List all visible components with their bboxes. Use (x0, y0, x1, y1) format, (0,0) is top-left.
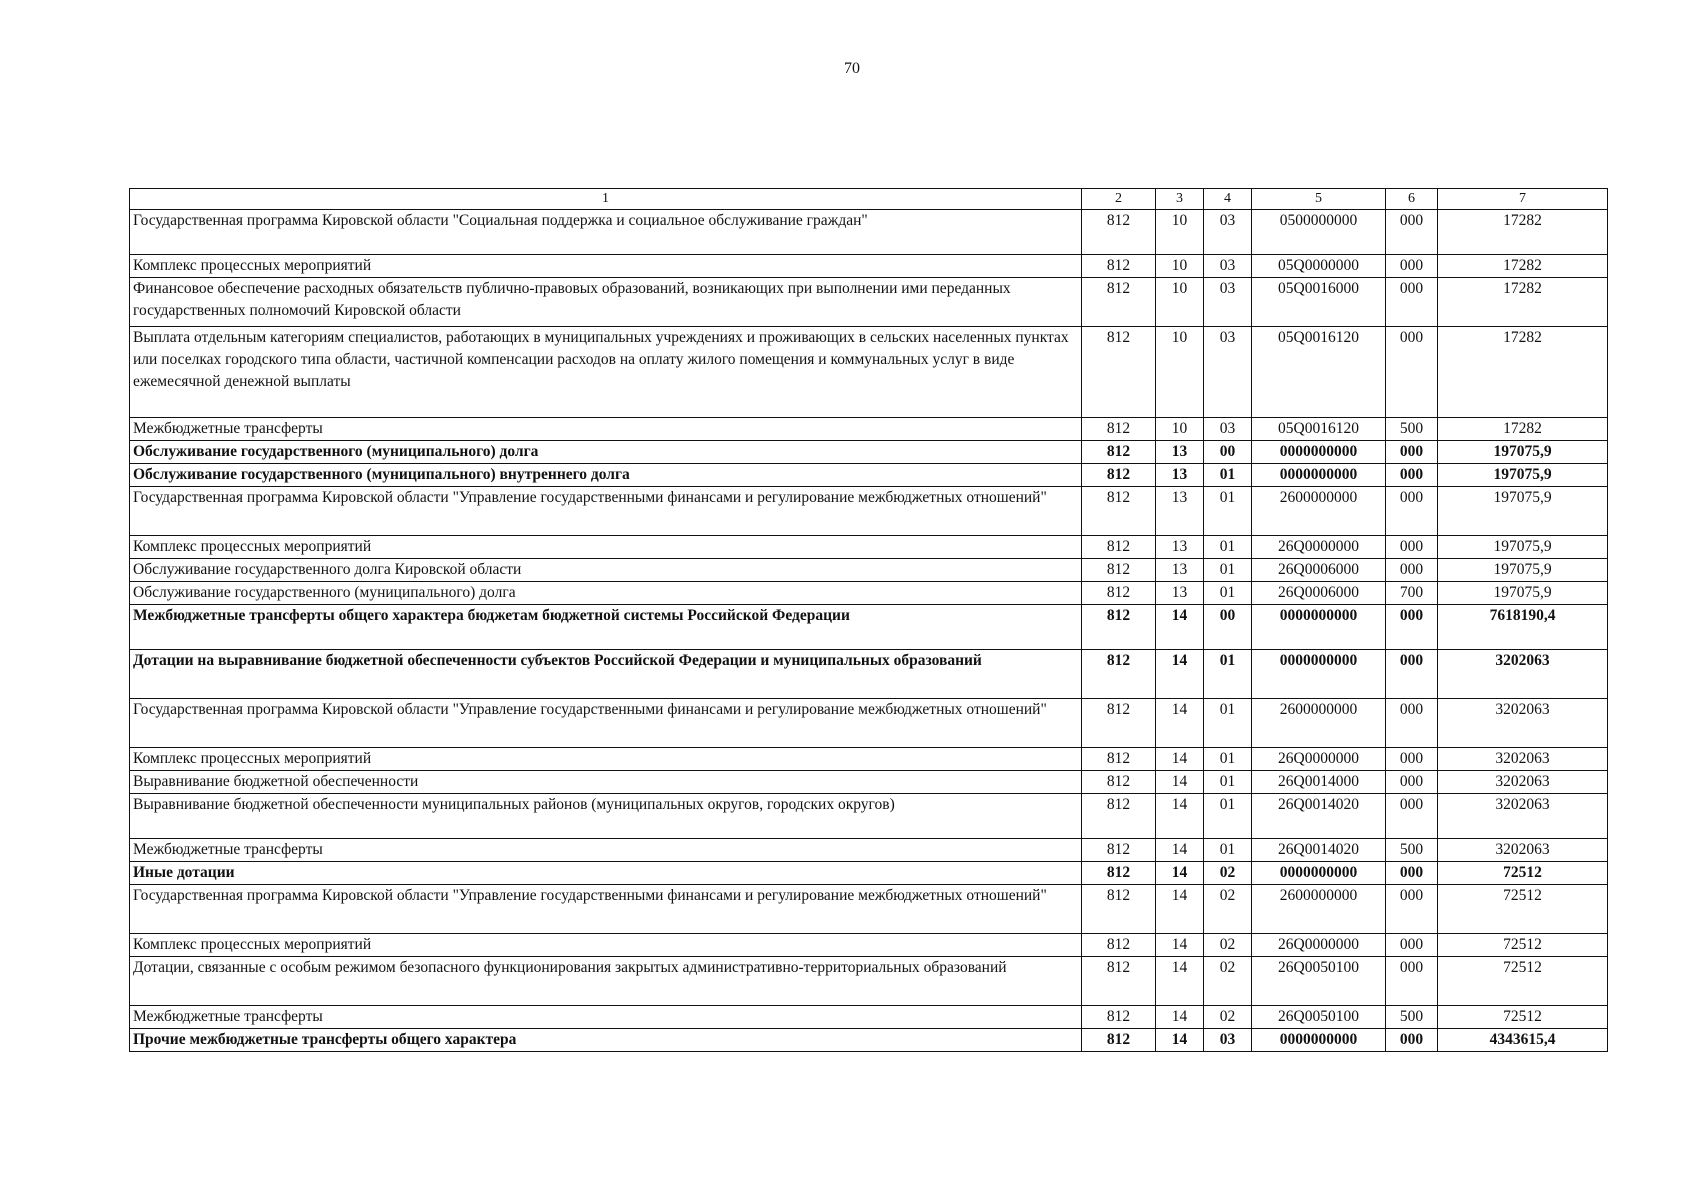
amount-cell: 197075,9 (1438, 536, 1608, 559)
row-name-cell: Межбюджетные трансферты (130, 839, 1082, 862)
ministry-code-cell: 812 (1082, 559, 1156, 582)
row-name-cell: Прочие межбюджетные трансферты общего характера (130, 1029, 1082, 1052)
ministry-code-cell: 812 (1082, 278, 1156, 327)
row-name-cell: Государственная программа Кировской области "Управление государственными финансами и регулирование межбюджетных отношений" (130, 885, 1082, 934)
amount-cell: 3202063 (1438, 794, 1608, 839)
subsection-code-cell: 01 (1204, 559, 1252, 582)
target-article-cell: 26Q0014020 (1252, 794, 1386, 839)
expense-type-cell: 000 (1386, 255, 1438, 278)
table-row (130, 536, 1608, 559)
subsection-code-cell: 02 (1204, 885, 1252, 934)
subsection-code-cell: 03 (1204, 1029, 1252, 1052)
ministry-code-cell: 812 (1082, 582, 1156, 605)
amount-cell: 17282 (1438, 255, 1608, 278)
section-code-cell: 14 (1156, 957, 1204, 1006)
amount-cell: 17282 (1438, 327, 1608, 418)
target-article-cell: 26Q0050100 (1252, 957, 1386, 1006)
target-article-cell: 05Q0016120 (1252, 327, 1386, 418)
subsection-code-cell: 01 (1204, 699, 1252, 748)
subsection-code-cell: 03 (1204, 278, 1252, 327)
table-row (130, 885, 1608, 934)
subsection-code-cell: 00 (1204, 441, 1252, 464)
amount-cell: 197075,9 (1438, 487, 1608, 536)
table-row (130, 934, 1608, 957)
subsection-code-cell: 00 (1204, 605, 1252, 650)
column-number-header-row (130, 189, 1608, 210)
ministry-code-cell: 812 (1082, 934, 1156, 957)
subsection-code-cell: 01 (1204, 748, 1252, 771)
ministry-code-cell: 812 (1082, 487, 1156, 536)
row-name-cell: Дотации, связанные с особым режимом безопасного функционирования закрытых административно-территориальных образований (130, 957, 1082, 1006)
table-body (130, 210, 1608, 1052)
expense-type-cell: 000 (1386, 559, 1438, 582)
row-name-cell: Государственная программа Кировской области "Управление государственными финансами и регулирование межбюджетных отношений" (130, 699, 1082, 748)
row-name-cell: Комплекс процессных мероприятий (130, 255, 1082, 278)
expense-type-cell: 000 (1386, 748, 1438, 771)
subsection-code-cell: 02 (1204, 957, 1252, 1006)
target-article-cell: 2600000000 (1252, 699, 1386, 748)
ministry-code-cell: 812 (1082, 1006, 1156, 1029)
ministry-code-cell: 812 (1082, 699, 1156, 748)
target-article-cell: 0000000000 (1252, 441, 1386, 464)
section-code-cell: 14 (1156, 885, 1204, 934)
row-name-cell: Дотации на выравнивание бюджетной обеспеченности субъектов Российской Федерации и муниципальных образований (130, 650, 1082, 699)
target-article-cell: 05Q0000000 (1252, 255, 1386, 278)
target-article-cell: 26Q0000000 (1252, 536, 1386, 559)
amount-cell: 3202063 (1438, 748, 1608, 771)
ministry-code-cell: 812 (1082, 441, 1156, 464)
section-code-cell: 13 (1156, 441, 1204, 464)
row-name-cell: Выравнивание бюджетной обеспеченности муниципальных районов (муниципальных округов, городских округов) (130, 794, 1082, 839)
column-header: 2 (1082, 189, 1156, 210)
expense-type-cell: 000 (1386, 536, 1438, 559)
section-code-cell: 10 (1156, 278, 1204, 327)
target-article-cell: 0000000000 (1252, 464, 1386, 487)
ministry-code-cell: 812 (1082, 210, 1156, 255)
ministry-code-cell: 812 (1082, 418, 1156, 441)
ministry-code-cell: 812 (1082, 748, 1156, 771)
target-article-cell: 26Q0006000 (1252, 559, 1386, 582)
subsection-code-cell: 01 (1204, 794, 1252, 839)
row-name-cell: Выплата отдельным категориям специалистов, работающих в муниципальных учреждениях и проживающих в сельских населенных пунктах или поселках городского типа области, частичной компенсации расходов на оплату жилого помещения и коммунальных услуг в виде ежемесячной денежной выплаты (130, 327, 1082, 418)
row-name-cell: Комплекс процессных мероприятий (130, 536, 1082, 559)
table-row (130, 418, 1608, 441)
amount-cell: 3202063 (1438, 771, 1608, 794)
subsection-code-cell: 03 (1204, 255, 1252, 278)
ministry-code-cell: 812 (1082, 839, 1156, 862)
column-header: 6 (1386, 189, 1438, 210)
target-article-cell: 0000000000 (1252, 650, 1386, 699)
expense-type-cell: 000 (1386, 210, 1438, 255)
section-code-cell: 10 (1156, 327, 1204, 418)
table-row (130, 582, 1608, 605)
table-row (130, 699, 1608, 748)
expense-type-cell: 000 (1386, 934, 1438, 957)
table-row (130, 650, 1608, 699)
amount-cell: 72512 (1438, 885, 1608, 934)
row-name-cell: Обслуживание государственного долга Кировской области (130, 559, 1082, 582)
expense-type-cell: 000 (1386, 487, 1438, 536)
amount-cell: 72512 (1438, 957, 1608, 1006)
expense-type-cell: 000 (1386, 278, 1438, 327)
page-number: 70 (844, 60, 860, 77)
expense-type-cell: 000 (1386, 885, 1438, 934)
table-row (130, 862, 1608, 885)
ministry-code-cell: 812 (1082, 862, 1156, 885)
section-code-cell: 10 (1156, 255, 1204, 278)
target-article-cell: 26Q0050100 (1252, 1006, 1386, 1029)
target-article-cell: 0000000000 (1252, 1029, 1386, 1052)
section-code-cell: 13 (1156, 487, 1204, 536)
subsection-code-cell: 02 (1204, 862, 1252, 885)
expense-type-cell: 000 (1386, 794, 1438, 839)
table-row (130, 1029, 1608, 1052)
row-name-cell: Межбюджетные трансферты общего характера бюджетам бюджетной системы Российской Федерации (130, 605, 1082, 650)
expense-type-cell: 000 (1386, 327, 1438, 418)
section-code-cell: 14 (1156, 794, 1204, 839)
table-row (130, 1006, 1608, 1029)
expense-type-cell: 000 (1386, 605, 1438, 650)
target-article-cell: 2600000000 (1252, 487, 1386, 536)
expense-type-cell: 700 (1386, 582, 1438, 605)
expense-type-cell: 000 (1386, 650, 1438, 699)
expense-type-cell: 500 (1386, 418, 1438, 441)
amount-cell: 197075,9 (1438, 582, 1608, 605)
subsection-code-cell: 03 (1204, 418, 1252, 441)
subsection-code-cell: 03 (1204, 210, 1252, 255)
subsection-code-cell: 02 (1204, 934, 1252, 957)
section-code-cell: 13 (1156, 536, 1204, 559)
row-name-cell: Государственная программа Кировской области "Управление государственными финансами и регулирование межбюджетных отношений" (130, 487, 1082, 536)
amount-cell: 72512 (1438, 862, 1608, 885)
amount-cell: 17282 (1438, 278, 1608, 327)
table-row (130, 794, 1608, 839)
section-code-cell: 10 (1156, 210, 1204, 255)
ministry-code-cell: 812 (1082, 885, 1156, 934)
target-article-cell: 26Q0006000 (1252, 582, 1386, 605)
column-header: 1 (130, 189, 1082, 210)
subsection-code-cell: 01 (1204, 582, 1252, 605)
column-header: 4 (1204, 189, 1252, 210)
target-article-cell: 05Q0016000 (1252, 278, 1386, 327)
table-row (130, 327, 1608, 418)
table-row (130, 464, 1608, 487)
expense-type-cell: 000 (1386, 699, 1438, 748)
expense-type-cell: 000 (1386, 464, 1438, 487)
subsection-code-cell: 01 (1204, 464, 1252, 487)
row-name-cell: Комплекс процессных мероприятий (130, 934, 1082, 957)
section-code-cell: 14 (1156, 748, 1204, 771)
amount-cell: 3202063 (1438, 699, 1608, 748)
row-name-cell: Выравнивание бюджетной обеспеченности (130, 771, 1082, 794)
table-row (130, 441, 1608, 464)
amount-cell: 197075,9 (1438, 464, 1608, 487)
section-code-cell: 14 (1156, 771, 1204, 794)
target-article-cell: 26Q0000000 (1252, 934, 1386, 957)
expense-type-cell: 500 (1386, 1006, 1438, 1029)
amount-cell: 17282 (1438, 418, 1608, 441)
row-name-cell: Финансовое обеспечение расходных обязательств публично-правовых образований, возникающих при выполнении ими переданных государственных полномочий Кировской области (130, 278, 1082, 327)
subsection-code-cell: 03 (1204, 327, 1252, 418)
table-row (130, 487, 1608, 536)
ministry-code-cell: 812 (1082, 1029, 1156, 1052)
table-row (130, 559, 1608, 582)
section-code-cell: 14 (1156, 934, 1204, 957)
target-article-cell: 0000000000 (1252, 605, 1386, 650)
subsection-code-cell: 01 (1204, 487, 1252, 536)
expense-type-cell: 000 (1386, 957, 1438, 1006)
target-article-cell: 05Q0016120 (1252, 418, 1386, 441)
target-article-cell: 26Q0014000 (1252, 771, 1386, 794)
section-code-cell: 14 (1156, 839, 1204, 862)
target-article-cell: 0000000000 (1252, 862, 1386, 885)
row-name-cell: Обслуживание государственного (муниципального) долга (130, 582, 1082, 605)
row-name-cell: Иные дотации (130, 862, 1082, 885)
table-row (130, 957, 1608, 1006)
amount-cell: 72512 (1438, 934, 1608, 957)
row-name-cell: Обслуживание государственного (муниципального) долга (130, 441, 1082, 464)
column-header: 3 (1156, 189, 1204, 210)
ministry-code-cell: 812 (1082, 605, 1156, 650)
column-header: 5 (1252, 189, 1386, 210)
ministry-code-cell: 812 (1082, 327, 1156, 418)
section-code-cell: 14 (1156, 650, 1204, 699)
section-code-cell: 14 (1156, 605, 1204, 650)
target-article-cell: 2600000000 (1252, 885, 1386, 934)
ministry-code-cell: 812 (1082, 794, 1156, 839)
target-article-cell: 26Q0000000 (1252, 748, 1386, 771)
target-article-cell: 0500000000 (1252, 210, 1386, 255)
section-code-cell: 14 (1156, 1006, 1204, 1029)
section-code-cell: 13 (1156, 559, 1204, 582)
expense-type-cell: 000 (1386, 771, 1438, 794)
subsection-code-cell: 01 (1204, 536, 1252, 559)
section-code-cell: 13 (1156, 582, 1204, 605)
ministry-code-cell: 812 (1082, 650, 1156, 699)
ministry-code-cell: 812 (1082, 957, 1156, 1006)
table-row (130, 748, 1608, 771)
column-header: 7 (1438, 189, 1608, 210)
table-row (130, 771, 1608, 794)
section-code-cell: 10 (1156, 418, 1204, 441)
table-row (130, 605, 1608, 650)
budget-table (129, 188, 1608, 1052)
ministry-code-cell: 812 (1082, 771, 1156, 794)
amount-cell: 7618190,4 (1438, 605, 1608, 650)
expense-type-cell: 000 (1386, 441, 1438, 464)
expense-type-cell: 000 (1386, 1029, 1438, 1052)
subsection-code-cell: 01 (1204, 839, 1252, 862)
section-code-cell: 14 (1156, 699, 1204, 748)
target-article-cell: 26Q0014020 (1252, 839, 1386, 862)
amount-cell: 17282 (1438, 210, 1608, 255)
expense-type-cell: 500 (1386, 839, 1438, 862)
amount-cell: 197075,9 (1438, 559, 1608, 582)
expense-type-cell: 000 (1386, 862, 1438, 885)
table-row (130, 839, 1608, 862)
section-code-cell: 14 (1156, 862, 1204, 885)
row-name-cell: Комплекс процессных мероприятий (130, 748, 1082, 771)
table-row (130, 278, 1608, 327)
table-row (130, 210, 1608, 255)
amount-cell: 4343615,4 (1438, 1029, 1608, 1052)
table-row (130, 255, 1608, 278)
row-name-cell: Межбюджетные трансферты (130, 418, 1082, 441)
subsection-code-cell: 01 (1204, 771, 1252, 794)
ministry-code-cell: 812 (1082, 536, 1156, 559)
ministry-code-cell: 812 (1082, 255, 1156, 278)
row-name-cell: Межбюджетные трансферты (130, 1006, 1082, 1029)
amount-cell: 197075,9 (1438, 441, 1608, 464)
amount-cell: 3202063 (1438, 650, 1608, 699)
subsection-code-cell: 01 (1204, 650, 1252, 699)
row-name-cell: Государственная программа Кировской области "Социальная поддержка и социальное обслуживание граждан" (130, 210, 1082, 255)
section-code-cell: 13 (1156, 464, 1204, 487)
amount-cell: 72512 (1438, 1006, 1608, 1029)
amount-cell: 3202063 (1438, 839, 1608, 862)
subsection-code-cell: 02 (1204, 1006, 1252, 1029)
ministry-code-cell: 812 (1082, 464, 1156, 487)
row-name-cell: Обслуживание государственного (муниципального) внутреннего долга (130, 464, 1082, 487)
section-code-cell: 14 (1156, 1029, 1204, 1052)
